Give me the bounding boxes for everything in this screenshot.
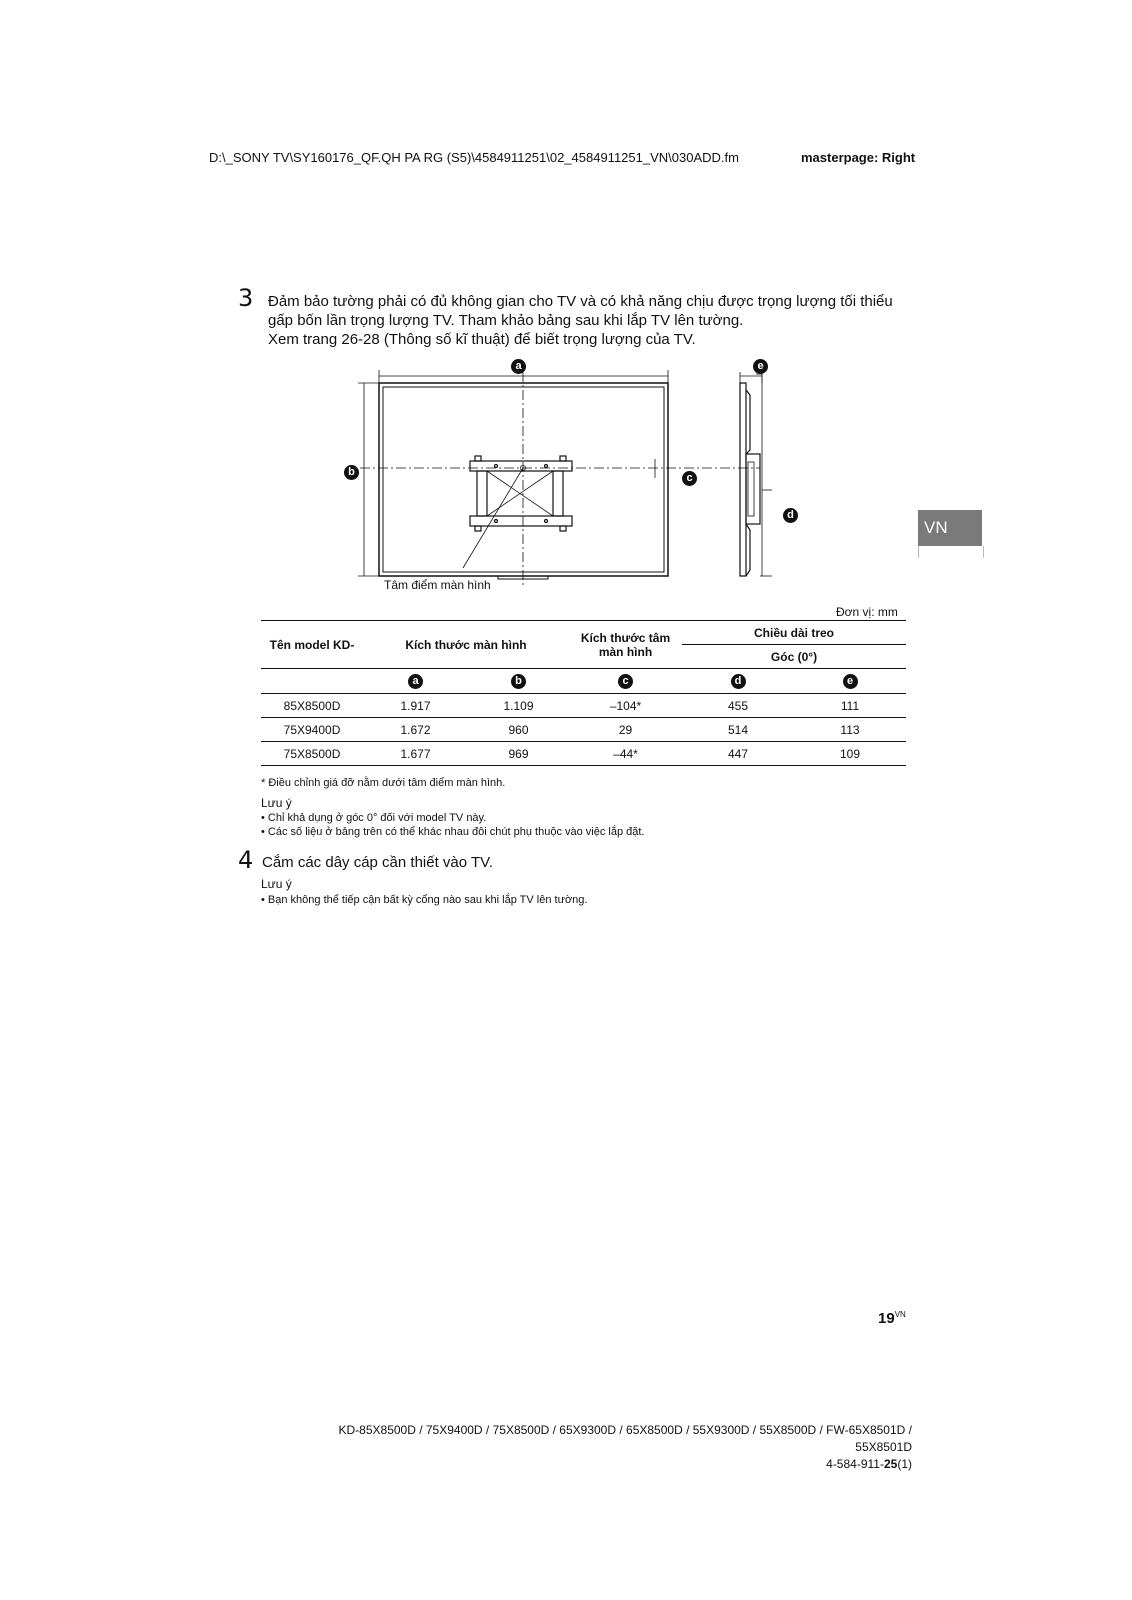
mounting-dimensions-table: [261, 620, 906, 766]
cell-a: 1.917: [363, 694, 468, 718]
footer-models-line-2: 55X8501D: [855, 1440, 912, 1454]
screen-center-caption: Tâm điểm màn hình: [384, 578, 491, 592]
table-row: [261, 742, 906, 766]
cell-model: 75X8500D: [261, 742, 363, 766]
footer-models-line-1: KD-85X8500D / 75X9400D / 75X8500D / 65X9300D / 65X8500D / 55X9300D / 55X8500D / FW-65X8501D /: [338, 1423, 912, 1437]
cell-d: 455: [682, 694, 794, 718]
cell-a: 1.672: [363, 718, 468, 742]
table-footnote: * Điều chỉnh giá đỡ nằm dưới tâm điểm màn hình.: [261, 777, 506, 789]
cell-b: 960: [468, 718, 569, 742]
step-3-line-3: Xem trang 26-28 (Thông số kĩ thuật) để biết trọng lượng của TV.: [268, 331, 696, 348]
label-b: b: [344, 465, 359, 480]
file-path: D:\_SONY TV\SY160176_QF.QH PA RG (S5)\4584911251\02_4584911251_VN\030ADD.fm: [209, 150, 739, 165]
step-3-text: [268, 292, 893, 349]
tv-side-view: [740, 374, 762, 576]
step-4-number: 4: [238, 846, 254, 874]
cell-c: 29: [569, 718, 682, 742]
page-number: $19^{VN}$: [878, 1310, 906, 1327]
screen-center-leader: [463, 466, 526, 569]
cell-d: 514: [682, 718, 794, 742]
header-angle: Góc (0°): [682, 645, 906, 669]
language-tab: VN: [918, 510, 982, 546]
dimension-b: [358, 383, 379, 576]
step-3-number: 3: [238, 284, 254, 312]
tv-wall-mount-diagram: [330, 350, 810, 600]
footer-code: 4-584-911-25(1): [826, 1457, 912, 1471]
note-2-item: • Bạn không thể tiếp cận bất kỳ cổng nào sau khi lắp TV lên tường.: [261, 894, 588, 906]
unit-label: Đơn vị: mm: [836, 605, 898, 619]
table-row: [261, 694, 906, 718]
step-3-line-1: Đảm bảo tường phải có đủ không gian cho TV và có khả năng chịu được trọng lượng tối thiểu: [268, 293, 893, 310]
cell-model: 75X9400D: [261, 718, 363, 742]
language-tab-rule: [918, 546, 984, 558]
tv-front-view: [379, 383, 668, 579]
header-screen-size: Kích thước màn hình: [363, 621, 569, 669]
letter-cell-a: a: [363, 669, 468, 694]
letter-cell-d: d: [682, 669, 794, 694]
cell-e: 113: [794, 718, 906, 742]
label-d: d: [783, 508, 798, 523]
center-lines: [360, 372, 760, 585]
header-length: Chiều dài treo: [682, 621, 906, 645]
table-row: [261, 718, 906, 742]
label-a: a: [511, 359, 526, 374]
letter-row: [261, 669, 906, 694]
cell-model: 85X8500D: [261, 694, 363, 718]
cell-e: 109: [794, 742, 906, 766]
letter-cell-e: e: [794, 669, 906, 694]
cell-c: –44*: [569, 742, 682, 766]
header-center: Kích thước tâm màn hình: [569, 621, 682, 669]
letter-cell-c: c: [569, 669, 682, 694]
label-c: c: [682, 471, 697, 486]
cell-e: 111: [794, 694, 906, 718]
cell-b: 1.109: [468, 694, 569, 718]
letter-cell-empty: [261, 669, 363, 694]
note-1-item: • Chỉ khả dụng ở góc 0° đối với model TV này.: [261, 812, 487, 824]
header-model: Tên model KD-: [261, 621, 363, 669]
cell-a: 1.677: [363, 742, 468, 766]
step-3-line-2: gấp bốn lần trọng lượng TV. Tham khảo bảng sau khi lắp TV lên tường.: [268, 312, 744, 329]
note-1-title: Lưu ý: [261, 796, 292, 810]
cell-b: 969: [468, 742, 569, 766]
step-4-text: Cắm các dây cáp cần thiết vào TV.: [262, 854, 493, 871]
letter-cell-b: b: [468, 669, 569, 694]
label-e: e: [753, 359, 768, 374]
cell-d: 447: [682, 742, 794, 766]
masterpage-label: masterpage: Right: [801, 150, 916, 165]
note-1-item: • Các số liệu ở bảng trên có thể khác nhau đôi chút phụ thuộc vào việc lắp đặt.: [261, 826, 645, 838]
cell-c: –104*: [569, 694, 682, 718]
note-2-title: Lưu ý: [261, 877, 292, 891]
